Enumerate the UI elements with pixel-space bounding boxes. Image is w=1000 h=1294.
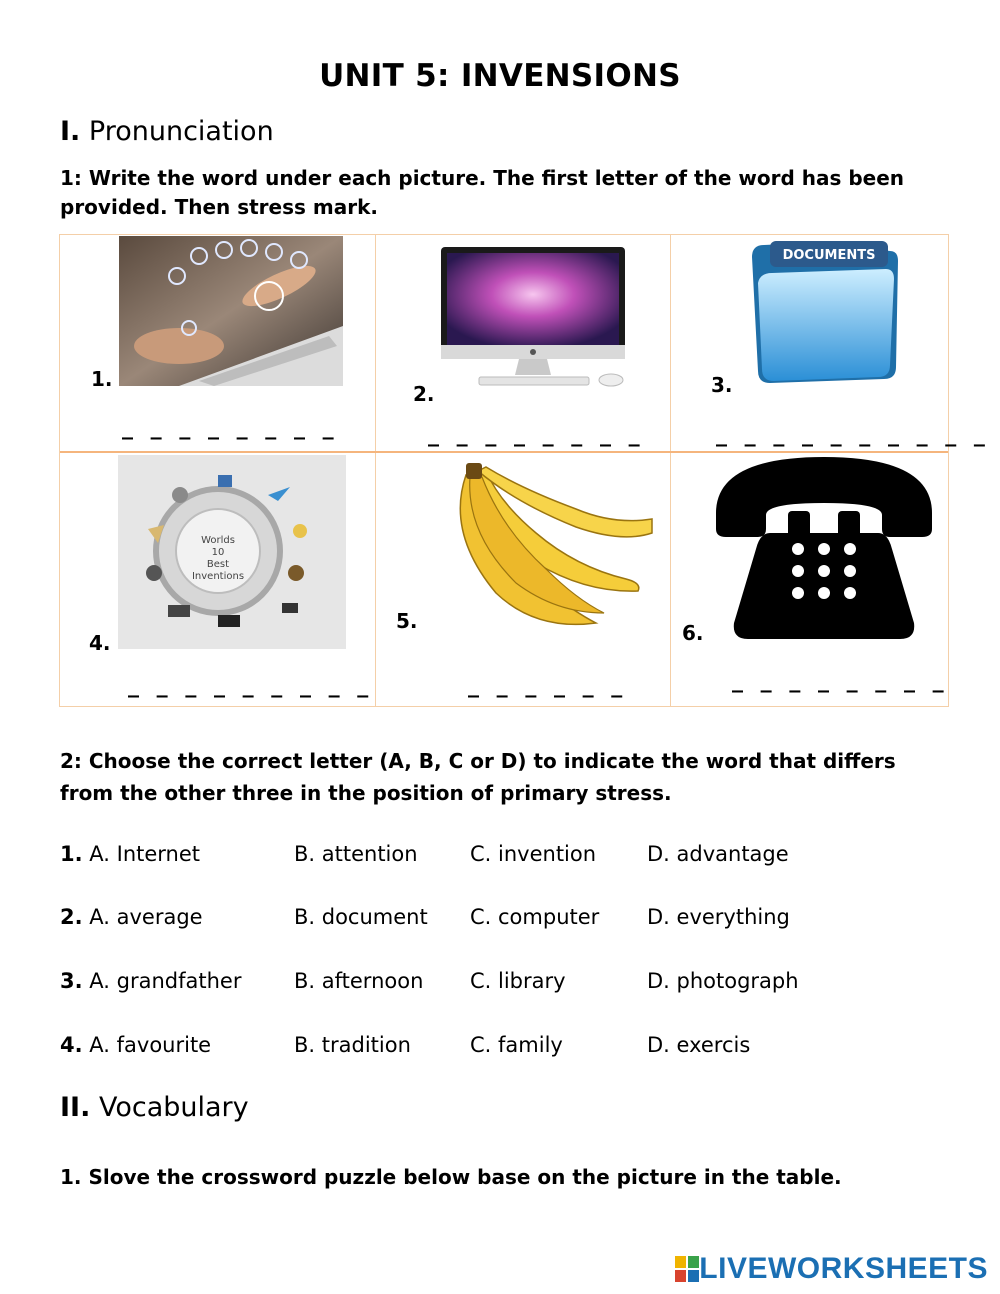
- option-a[interactable]: A. favourite: [89, 1033, 212, 1057]
- option-b[interactable]: B. afternoon: [294, 969, 424, 993]
- bananas-image: [426, 463, 654, 631]
- folder-label: DOCUMENTS: [782, 248, 876, 263]
- svg-text:10: 10: [211, 547, 225, 558]
- option-a[interactable]: A. Internet: [89, 842, 201, 866]
- section-pronunciation-heading: [60, 116, 274, 147]
- answer-blank[interactable]: _ _ _ _ _ _ _ _: [122, 415, 339, 440]
- section-vocabulary-heading: [60, 1092, 249, 1123]
- picture-table: [59, 234, 990, 707]
- picture-number: 3.: [711, 373, 733, 397]
- option-d[interactable]: D. photograph: [647, 969, 799, 993]
- section-numeral: II.: [60, 1092, 91, 1123]
- inventions-wheel-image: [118, 455, 346, 649]
- option-d[interactable]: D. everything: [647, 905, 790, 929]
- question-number: 1.: [60, 842, 83, 866]
- option-c[interactable]: C. family: [470, 1033, 563, 1057]
- picture-number: 2.: [413, 382, 435, 406]
- task1-instruction: 1: Write the word under each picture. The first letter of the word has been provided. Then stress mark.: [60, 166, 905, 219]
- question-number: 4.: [60, 1033, 83, 1057]
- picture-number: 1.: [91, 367, 113, 391]
- question-row: [60, 842, 940, 872]
- answer-blank[interactable]: _ _ _ _ _ _ _ _ _ _: [716, 422, 990, 447]
- option-a[interactable]: A. average: [89, 905, 203, 929]
- liveworksheets-logo[interactable]: [675, 1252, 988, 1286]
- laptop-technology-image: [119, 236, 343, 386]
- question-row: [60, 905, 940, 935]
- svg-text:Inventions: Inventions: [191, 571, 245, 582]
- task2-instruction: 2: Choose the correct letter (A, B, C or D) to indicate the word that differs from the other three in the position of primary stress.: [60, 749, 896, 805]
- answer-blank[interactable]: _ _ _ _ _ _ _ _ _: [128, 673, 374, 698]
- option-b[interactable]: B. tradition: [294, 1033, 411, 1057]
- question-row: [60, 969, 940, 999]
- option-d[interactable]: D. advantage: [647, 842, 789, 866]
- desktop-computer-image: [439, 245, 634, 393]
- option-c[interactable]: C. computer: [470, 905, 600, 929]
- section-label: Vocabulary: [98, 1092, 249, 1123]
- option-c[interactable]: C. invention: [470, 842, 597, 866]
- svg-text:Best: Best: [206, 559, 230, 570]
- picture-number: 5.: [396, 609, 418, 633]
- answer-blank[interactable]: _ _ _ _ _ _ _ _: [732, 668, 949, 693]
- section-numeral: I.: [60, 116, 81, 147]
- option-d[interactable]: D. exercis: [647, 1033, 751, 1057]
- question-number: 2.: [60, 905, 83, 929]
- picture-number: 4.: [89, 631, 111, 655]
- page-title: UNIT 5: INVENSIONS: [319, 58, 681, 94]
- telephone-image: [710, 453, 938, 643]
- table-divider: [375, 235, 376, 706]
- picture-number: 6.: [682, 621, 704, 645]
- option-a[interactable]: A. grandfather: [89, 969, 242, 993]
- answer-blank[interactable]: _ _ _ _ _ _: [468, 673, 628, 698]
- section-label: Pronunciation: [88, 116, 274, 147]
- answer-blank[interactable]: _ _ _ _ _ _ _ _: [428, 422, 645, 447]
- question-number: 3.: [60, 969, 83, 993]
- question-row: [60, 1033, 940, 1063]
- task3-instruction: 1. Slove the crossword puzzle below base on the picture in the table.: [60, 1165, 842, 1189]
- option-c[interactable]: C. library: [470, 969, 566, 993]
- option-b[interactable]: B. document: [294, 905, 428, 929]
- logo-text: LIVEWORKSHEETS: [699, 1252, 988, 1285]
- svg-text:Worlds: Worlds: [201, 535, 235, 546]
- table-divider: [670, 235, 671, 706]
- liveworksheets-logo-icon: [675, 1256, 699, 1282]
- option-b[interactable]: B. attention: [294, 842, 418, 866]
- documents-folder-image: [740, 237, 900, 385]
